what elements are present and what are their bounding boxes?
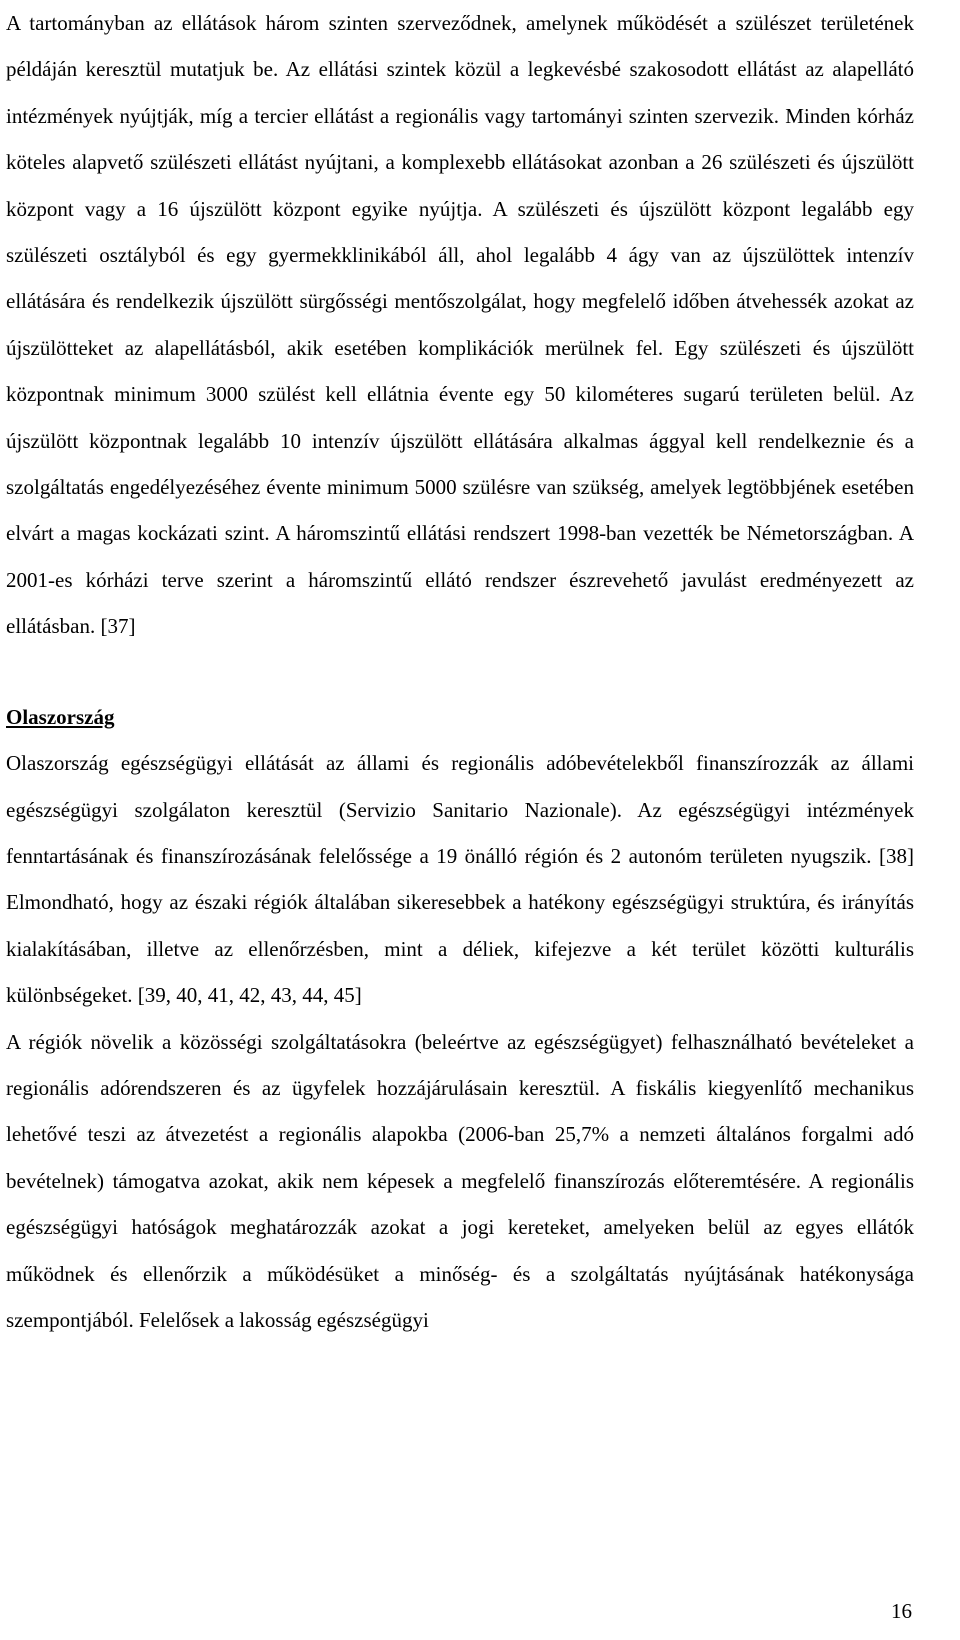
paragraph-italy-financing: Olaszország egészségügyi ellátását az állami és regionális adóbevételekből finanszírozzák az állami egészségügyi szolgálaton keresztül (Servizio Sanitario Nazionale). Az egészségügyi intézmények fenntartásának és finanszírozásának felelőssége a 19 önálló régión és 2 autonóm területen nyugszik. [38] Elmondható, hogy az északi régiók általában sikeresebbek a hatékony egészségügyi struktúra, és irányítás kialakításában, illetve az ellenőrzésben, mint a déliek, kifejezve a két terület közötti kulturális különbségeket. [39, 40, 41, 42, 43, 44, 45]	[6, 751, 914, 1008]
paragraph-italy-regions: A régiók növelik a közösségi szolgáltatásokra (beleértve az egészségügyet) felhasználható bevételeket a regionális adórendszeren és az ügyfelek hozzájárulásain keresztül. A fiskális kiegyenlítő mechanikus lehetővé teszi az átvezetést a regionális alapokba (2006-ban 25,7% a nemzeti általános forgalmi adó bevételnek) támogatva azokat, akik nem képesek a megfelelő finanszírozás előteremtésére. A regionális egészségügyi hatóságok meghatározzák azokat a jogi kereteket, amelyeken belül az egyes ellátók működnek és ellenőrzik a működésüket a minőség- és a szolgáltatás nyújtásának hatékonysága szempontjából. Felelősek a lakosság egészségügyi	[6, 1029, 914, 1332]
document-page	[6, 0, 914, 1343]
section-heading-italy: Olaszország	[6, 704, 115, 729]
page-number: 16	[891, 1599, 912, 1623]
paragraph-regional-care-levels: A tartományban az ellátások három szinten szerveződnek, amelynek működését a szülészet területének példáján keresztül mutatjuk be. Az ellátási szintek közül a legkevésbé szakosodott ellátást az alapellátó intézmények nyújtják, míg a tercier ellátást a regionális vagy tartományi szinten szervezik. Minden kórház köteles alapvető szülészeti ellátást nyújtani, a komplexebb ellátásokat azonban a 26 szülészeti és újszülött központ vagy a 16 újszülött központ egyike nyújtja. A szülészeti és újszülött központ legalább egy szülészeti osztályból és egy gyermekklinikából áll, ahol legalább 4 ágy van az újszülöttek intenzív ellátására és rendelkezik újszülött sürgősségi mentőszolgálat, hogy megfelelő időben átvehessék azokat az újszülötteket az alapellátásból, akik esetében komplikációk merülnek fel. Egy szülészeti és újszülött központnak minimum 3000 szülést kell ellátnia évente egy 50 kilométeres sugarú területen belül. Az újszülött központnak legalább 10 intenzív újszülött ellátására alkalmas ággyal kell rendelkeznie és a szolgáltatás engedélyezéséhez évente minimum 5000 szülésre van szükség, amelyek legtöbbjének esetében elvárt a magas kockázati szint. A háromszintű ellátási rendszert 1998-ban vezették be Németországban. A 2001-es kórházi terve szerint a háromszintű ellátó rendszer észrevehető javulást eredményezett az ellátásban. [37]	[6, 11, 914, 639]
